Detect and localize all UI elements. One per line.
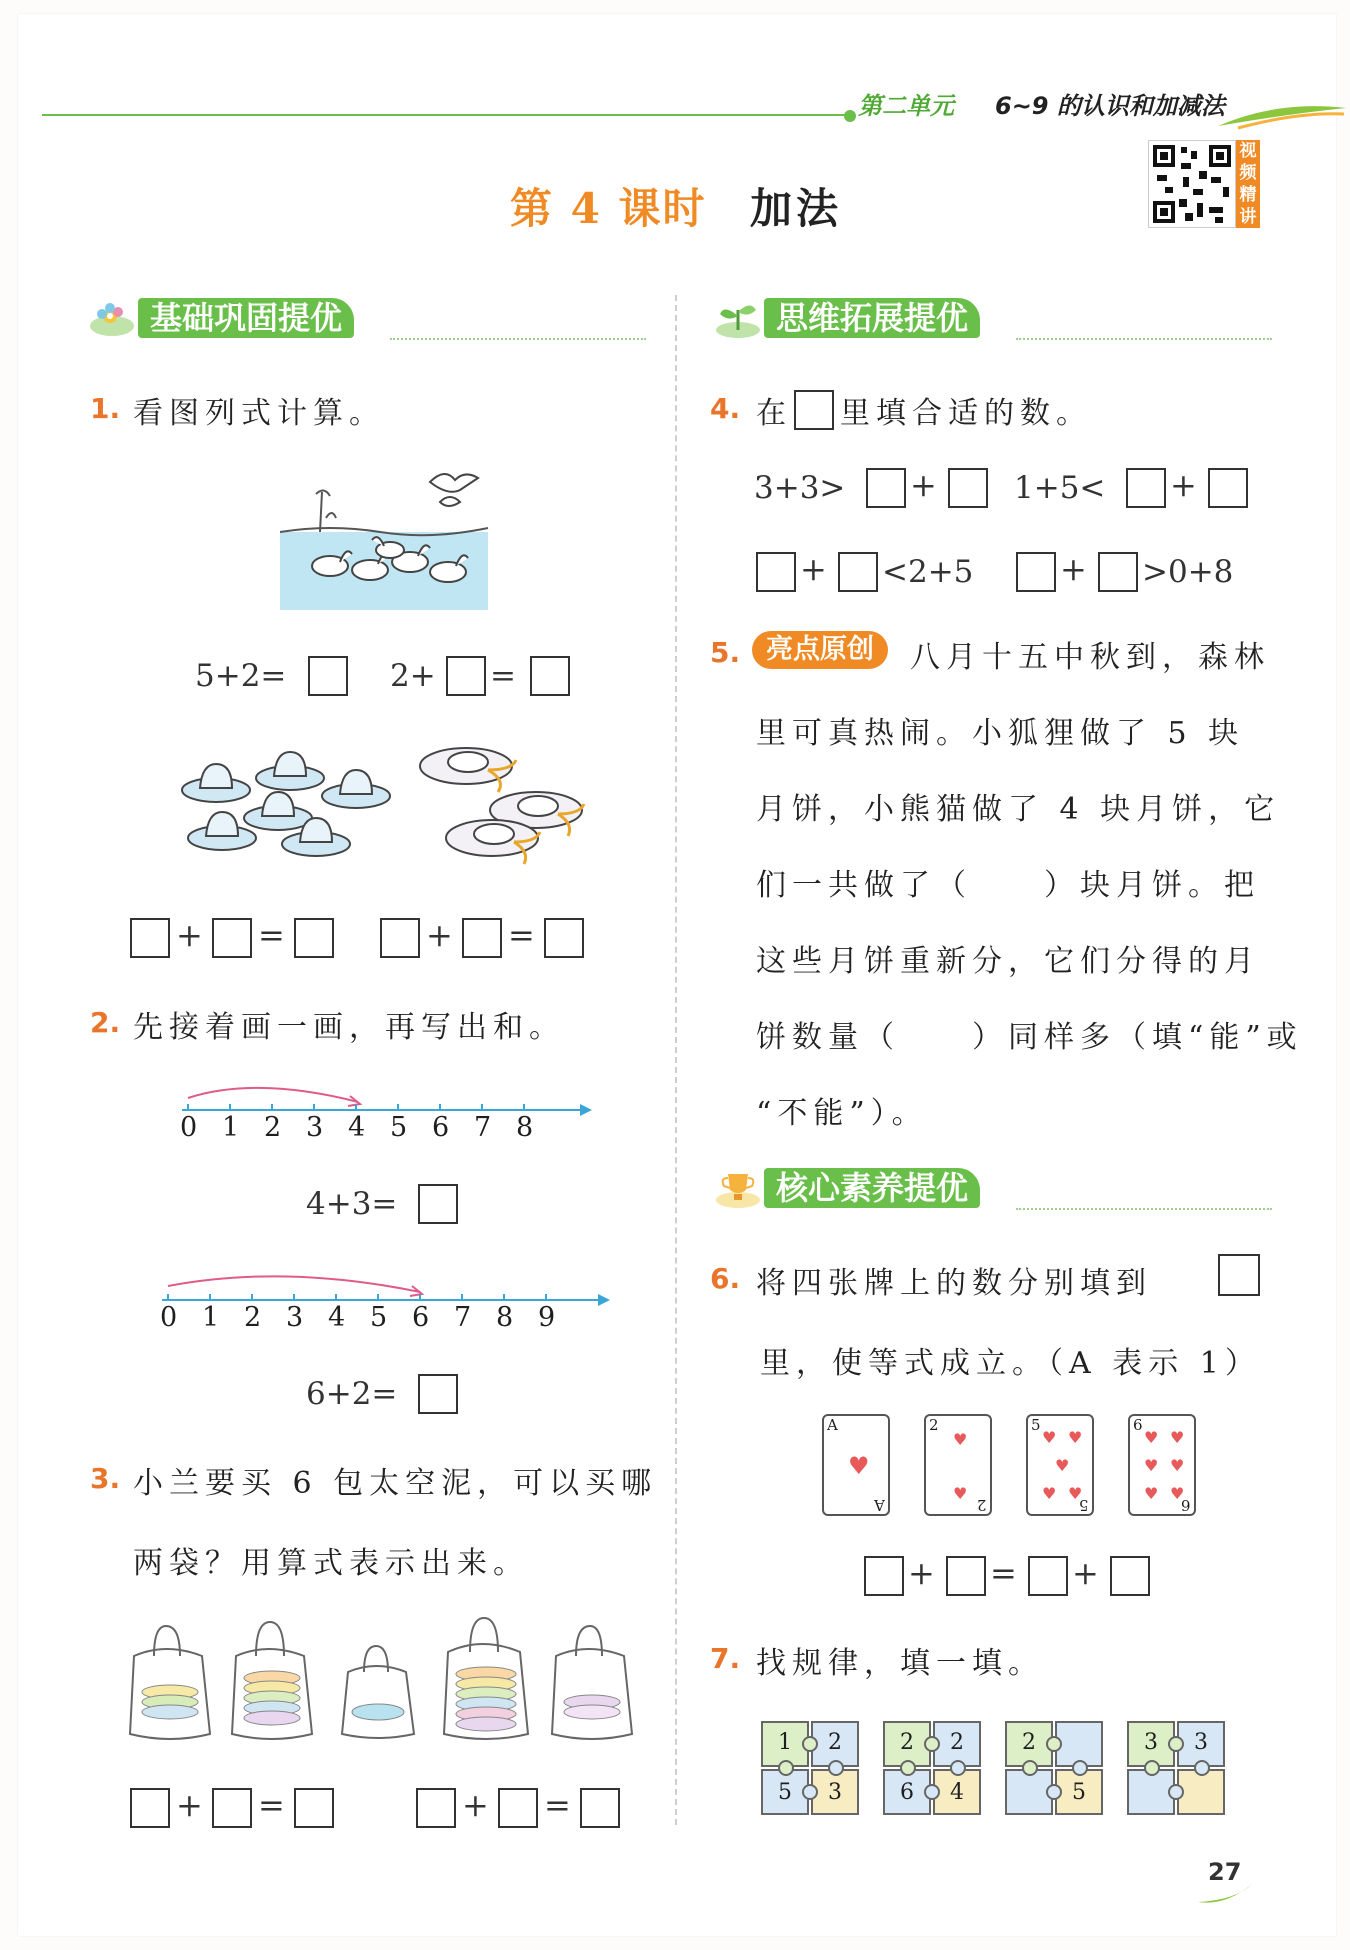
puzzle-number: 3 bbox=[1194, 1730, 1208, 1755]
question-number: 1. bbox=[90, 392, 121, 425]
playing-card bbox=[924, 1414, 992, 1516]
question-text: 找规律，填一填。 bbox=[756, 1646, 1044, 1681]
answer-box[interactable] bbox=[212, 918, 252, 958]
card-rank: A bbox=[827, 1416, 838, 1434]
question-text: 小兰要买 6 包太空泥，可以买哪 bbox=[133, 1466, 658, 1501]
puzzle-number: 2 bbox=[950, 1730, 964, 1755]
equation-text: 6+2= bbox=[306, 1376, 398, 1412]
card-rank: 5 bbox=[1079, 1496, 1089, 1514]
tick-label: 0 bbox=[160, 1302, 178, 1333]
playing-card bbox=[1026, 1414, 1094, 1516]
answer-box[interactable] bbox=[866, 468, 906, 508]
equals-sign: = bbox=[990, 1554, 1017, 1592]
card-rank: 2 bbox=[977, 1496, 987, 1514]
section-core bbox=[714, 1166, 980, 1210]
puzzle-number: 3 bbox=[1144, 1730, 1158, 1755]
heart-icon: ♥ bbox=[1144, 1456, 1159, 1475]
card-rank: 6 bbox=[1133, 1416, 1143, 1434]
question-number: 5. bbox=[710, 636, 741, 669]
tick-label: 8 bbox=[516, 1112, 534, 1143]
section-title: 思维拓展提优 bbox=[764, 298, 980, 338]
heart-icon: ♥ bbox=[1170, 1484, 1185, 1503]
question-number: 6. bbox=[710, 1262, 741, 1295]
column-divider bbox=[675, 295, 677, 1825]
card-rank: 2 bbox=[929, 1416, 939, 1434]
answer-box[interactable] bbox=[462, 918, 502, 958]
header-dot bbox=[844, 110, 856, 122]
tick-label: 1 bbox=[222, 1112, 240, 1143]
heart-icon: ♥ bbox=[1144, 1484, 1159, 1503]
heart-icon: ♥ bbox=[953, 1484, 968, 1503]
puzzle-group bbox=[756, 1716, 866, 1820]
lesson-title: 加法 bbox=[750, 184, 843, 233]
question-text: 看图列式计算。 bbox=[133, 396, 385, 431]
question-text: 里可真热闹。小狐狸做了 5 块 bbox=[756, 716, 1245, 751]
question-text: 两袋？用算式表示出来。 bbox=[133, 1546, 529, 1581]
answer-box[interactable] bbox=[864, 1556, 904, 1596]
answer-box[interactable] bbox=[418, 1374, 458, 1414]
question-text: “不能”）。 bbox=[756, 1096, 928, 1131]
original-tag: 亮点原创 bbox=[752, 631, 888, 669]
answer-box[interactable] bbox=[130, 1788, 170, 1828]
heart-icon: ♥ bbox=[1144, 1428, 1159, 1447]
plus-sign: + bbox=[176, 1786, 203, 1824]
section-rule bbox=[1016, 338, 1272, 340]
tick-label: 2 bbox=[244, 1302, 262, 1333]
answer-box[interactable] bbox=[418, 1184, 458, 1224]
puzzle-number: 2 bbox=[900, 1730, 914, 1755]
tick-label: 8 bbox=[496, 1302, 514, 1333]
puzzle-group bbox=[1122, 1716, 1232, 1820]
answer-box[interactable] bbox=[838, 552, 878, 592]
answer-box[interactable] bbox=[1028, 1556, 1068, 1596]
heart-icon: ♥ bbox=[1042, 1428, 1057, 1447]
heart-icon: ♥ bbox=[1170, 1456, 1185, 1475]
card-rank: 6 bbox=[1181, 1496, 1191, 1514]
answer-box[interactable] bbox=[446, 656, 486, 696]
header-unit: 第二单元 bbox=[858, 92, 954, 120]
answer-box[interactable] bbox=[1110, 1556, 1150, 1596]
trophy-icon bbox=[714, 1166, 764, 1210]
answer-box[interactable] bbox=[580, 1788, 620, 1828]
question-text: 里，使等式成立。（A 表示 1） bbox=[760, 1346, 1261, 1381]
equation-text: >0+8 bbox=[1142, 554, 1234, 590]
heart-icon: ♥ bbox=[1170, 1428, 1185, 1447]
tick-label: 6 bbox=[412, 1302, 430, 1333]
question-number: 7. bbox=[710, 1642, 741, 1675]
tick-label: 7 bbox=[454, 1302, 472, 1333]
clay-bags-illustration bbox=[126, 1616, 646, 1746]
equation-text: 1+5< bbox=[1014, 470, 1106, 506]
heart-icon: ♥ bbox=[848, 1452, 870, 1480]
card-rank: 5 bbox=[1031, 1416, 1041, 1434]
puzzle-number: 4 bbox=[950, 1780, 964, 1805]
equation-text: 5+2= bbox=[195, 658, 287, 694]
question-text: 里填合适的数。 bbox=[840, 396, 1092, 431]
equals-sign: = bbox=[490, 658, 516, 694]
answer-box[interactable] bbox=[212, 1788, 252, 1828]
heart-icon: ♥ bbox=[1068, 1428, 1083, 1447]
tick-label: 2 bbox=[264, 1112, 282, 1143]
plus-sign: + bbox=[176, 916, 203, 954]
tick-label: 5 bbox=[390, 1112, 408, 1143]
section-basic bbox=[88, 296, 354, 340]
flower-icon bbox=[88, 296, 138, 340]
puzzle-group bbox=[1000, 1716, 1110, 1820]
equals-sign: = bbox=[258, 916, 285, 954]
plus-sign: + bbox=[910, 466, 937, 504]
answer-box[interactable] bbox=[1208, 468, 1248, 508]
question-number: 2. bbox=[90, 1006, 121, 1039]
puzzle-pieces-icon bbox=[878, 1716, 988, 1820]
puzzle-number: 5 bbox=[1072, 1780, 1086, 1805]
answer-box[interactable] bbox=[130, 918, 170, 958]
puzzle-group bbox=[878, 1716, 988, 1820]
tick-label: 4 bbox=[328, 1302, 346, 1333]
answer-box[interactable] bbox=[294, 1788, 334, 1828]
tick-label: 4 bbox=[348, 1112, 366, 1143]
answer-box[interactable] bbox=[946, 1556, 986, 1596]
plus-sign: + bbox=[462, 1786, 489, 1824]
equation-text: 4+3= bbox=[306, 1186, 398, 1222]
plus-sign: + bbox=[1060, 550, 1087, 588]
question-text: 这些月饼重新分，它们分得的月 bbox=[756, 944, 1260, 979]
question-text: 月饼，小熊猫做了 4 块月饼，它 bbox=[756, 792, 1281, 827]
equation-text: 3+3> bbox=[754, 470, 846, 506]
plus-sign: + bbox=[426, 916, 453, 954]
answer-box[interactable] bbox=[544, 918, 584, 958]
page-swoosh-icon bbox=[1196, 1880, 1256, 1906]
question-number: 3. bbox=[90, 1462, 121, 1495]
equation-text: <2+5 bbox=[882, 554, 974, 590]
heart-icon: ♥ bbox=[953, 1430, 968, 1449]
answer-box[interactable] bbox=[416, 1788, 456, 1828]
lesson-number: 第 4 课时 bbox=[510, 184, 707, 233]
playing-card bbox=[822, 1414, 890, 1516]
swans-illustration bbox=[280, 462, 490, 610]
leaf-swoosh-icon bbox=[1218, 100, 1348, 130]
heart-icon: ♥ bbox=[1042, 1484, 1057, 1503]
section-title: 基础巩固提优 bbox=[138, 298, 354, 338]
puzzle-number: 2 bbox=[828, 1730, 842, 1755]
question-number: 4. bbox=[710, 392, 741, 425]
inline-box-symbol bbox=[1218, 1254, 1260, 1296]
header-rule bbox=[42, 114, 847, 116]
equals-sign: = bbox=[544, 1786, 571, 1824]
answer-box[interactable] bbox=[1126, 468, 1166, 508]
tick-label: 1 bbox=[202, 1302, 220, 1333]
question-text: 先接着画一画，再写出和。 bbox=[133, 1010, 565, 1045]
section-title: 核心素养提优 bbox=[764, 1168, 980, 1208]
question-text: 八月十五中秋到，森林 bbox=[910, 640, 1270, 675]
section-rule bbox=[1016, 1208, 1272, 1210]
answer-box[interactable] bbox=[380, 918, 420, 958]
equation-text: 2+ bbox=[390, 658, 436, 694]
page-number: 27 bbox=[1208, 1858, 1242, 1886]
card-rank: A bbox=[874, 1496, 885, 1514]
tick-label: 0 bbox=[180, 1112, 198, 1143]
answer-box[interactable] bbox=[1098, 552, 1138, 592]
question-text: 在 bbox=[756, 396, 792, 431]
puzzle-pieces-icon bbox=[756, 1716, 866, 1820]
answer-box[interactable] bbox=[308, 656, 348, 696]
section-rule bbox=[390, 338, 646, 340]
plus-sign: + bbox=[1170, 466, 1197, 504]
playing-card bbox=[1128, 1414, 1196, 1516]
puzzle-number: 3 bbox=[828, 1780, 842, 1805]
header-topic: 6~9 的认识和加减法 bbox=[995, 92, 1225, 120]
plus-sign: + bbox=[1072, 1554, 1099, 1592]
answer-box[interactable] bbox=[756, 552, 796, 592]
section-thinking bbox=[714, 296, 980, 340]
tick-label: 3 bbox=[306, 1112, 324, 1143]
qr-label: 视频精讲 bbox=[1236, 140, 1260, 228]
equals-sign: = bbox=[508, 916, 535, 954]
answer-box[interactable] bbox=[294, 918, 334, 958]
tick-label: 9 bbox=[538, 1302, 556, 1333]
hats-illustration bbox=[176, 740, 596, 870]
plus-sign: + bbox=[908, 1554, 935, 1592]
answer-box[interactable] bbox=[530, 656, 570, 696]
puzzle-number: 2 bbox=[1022, 1730, 1036, 1755]
answer-box[interactable] bbox=[1016, 552, 1056, 592]
heart-icon: ♥ bbox=[1068, 1484, 1083, 1503]
sprout-icon bbox=[714, 296, 764, 340]
question-text: 将四张牌上的数分别填到 bbox=[756, 1266, 1152, 1301]
inline-box-symbol bbox=[794, 390, 834, 430]
tick-label: 3 bbox=[286, 1302, 304, 1333]
tick-label: 6 bbox=[432, 1112, 450, 1143]
equals-sign: = bbox=[258, 1786, 285, 1824]
plus-sign: + bbox=[800, 550, 827, 588]
puzzle-pieces-icon bbox=[1122, 1716, 1232, 1820]
puzzle-number: 5 bbox=[778, 1780, 792, 1805]
tick-label: 7 bbox=[474, 1112, 492, 1143]
puzzle-number: 6 bbox=[900, 1780, 914, 1805]
answer-box[interactable] bbox=[498, 1788, 538, 1828]
heart-icon: ♥ bbox=[1055, 1456, 1070, 1475]
tick-label: 5 bbox=[370, 1302, 388, 1333]
answer-box[interactable] bbox=[948, 468, 988, 508]
question-text: 们一共做了（ ）块月饼。把 bbox=[756, 868, 1260, 903]
puzzle-number: 1 bbox=[778, 1730, 792, 1755]
qr-code[interactable] bbox=[1148, 140, 1236, 228]
question-text: 饼数量（ ）同样多（填“能”或 bbox=[756, 1020, 1303, 1055]
puzzle-pieces-icon bbox=[1000, 1716, 1110, 1820]
